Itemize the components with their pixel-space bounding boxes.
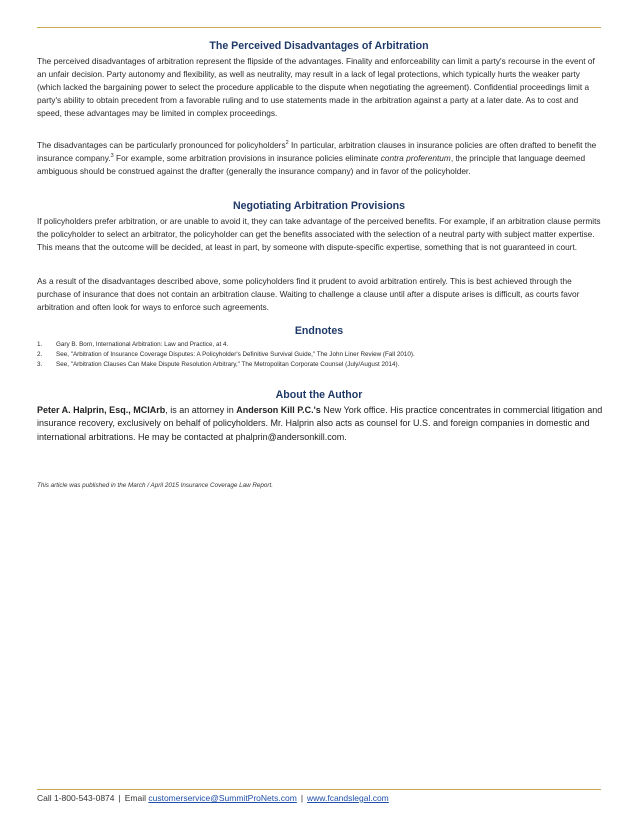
perceived-paragraph-1: The perceived disadvantages of arbitration represent the flipside of the advantages. Finality and enforceability can limit a party's recourse in the event of an unfair decision. Party autonomy and flexibility, as well as neutrality, may result in a lack of legal protections, which typically hurts the weaker party (which lacked the bargaining power to select the procedure applicable to the dispute when negotiating the agreement). Confidential proceedings limit a party's ability to obtain precedent from a favorable ruling and to use statements made in the arbitration against a party at a later date. As to cost and speed, these advantages may be limited in complex proceedings.	[37, 56, 595, 118]
top-rule	[37, 27, 601, 28]
perceived-paragraph-2: The disadvantages can be particularly pronounced for policyholders$^2$ In particular, arbitration clauses in insurance policies are often drafted to benefit the insurance company.$^3$ For example, some arbitration provisions in insurance policies eliminate contra proferentum, the principle that language deemed ambiguous should be construed against the drafter (generally the insurance company) and in favor of the policyholder.	[37, 140, 597, 176]
endnote-item: 2. See, "Arbitration of Insurance Coverage Disputes: A Policyholder's Definitive Survival Guide," The John Liner Review (Fall 2010).	[37, 350, 415, 358]
bottom-rule	[37, 789, 601, 790]
negotiating-paragraph-2: As a result of the disadvantages described above, some policyholders find it prudent to avoid arbitration entirely. This is best achieved through the purchase of insurance that does not contain an arbitration clause. Waiting to challenge a clause until after a dispute arises is difficult, as courts favor arbitration and often look for ways to enforce such agreements.	[37, 276, 580, 312]
author-name: Peter A. Halprin, Esq., MCIArb	[37, 405, 166, 415]
endnotes-heading: Endnotes	[294, 325, 344, 337]
negotiating-paragraph-1: If policyholders prefer arbitration, or are unable to avoid it, they can take advantage of the perceived benefits. For example, if an arbitration clause permits the policyholder to select an arbitrator, the policyholder can get the benefits associated with the selection of a neutral party with subject matter expertise. This means that the outcome will be decided, at least in part, by someone with dispute-specific expertise, something that is not guaranteed in court.	[37, 216, 601, 252]
author-firm: Anderson Kill P.C.'s	[236, 405, 321, 415]
about-author-heading: About the Author	[275, 389, 363, 401]
endnote-ref-3: 3	[110, 153, 114, 160]
perceived-disadvantages-heading: The Perceived Disadvantages of Arbitration	[209, 40, 429, 52]
endnote-ref-2: 2	[285, 140, 289, 147]
negotiating-heading: Negotiating Arbitration Provisions	[232, 200, 406, 212]
endnote-item: 1. Gary B. Born, International Arbitration: Law and Practice, at 4.	[37, 341, 229, 348]
author-bio: Peter A. Halprin, Esq., MCIArb, is an attorney in Anderson Kill P.C.'s New York office. His practice concentrates in commercial litigation and insurance recovery, exclusively on behalf of policyholders. Mr. Halprin also acts as counsel for U.S. and foreign companies in domestic and international arbitrations. He may be contacted at phalprin@andersonkill.com.	[37, 405, 603, 442]
endnote-item: 3. See, "Arbitration Clauses Can Make Dispute Resolution Arbitrary," The Metropolitan Corporate Counsel (July/August 2014).	[37, 360, 400, 368]
footer-contact: Call 1-800-543-0874 | Email customerservice@SummitProNets.com | www.fcandslegal.com	[37, 793, 389, 803]
footer-phone: Call 1-800-543-0874	[37, 793, 115, 803]
footer-email-link[interactable]: customerservice@SummitProNets.com	[148, 793, 297, 803]
footer-website-link[interactable]: www.fcandslegal.com	[307, 793, 389, 803]
publication-note: This article was published in the March / April 2015 Insurance Coverage Law Report.	[37, 482, 274, 489]
endnotes-list	[37, 340, 603, 369]
